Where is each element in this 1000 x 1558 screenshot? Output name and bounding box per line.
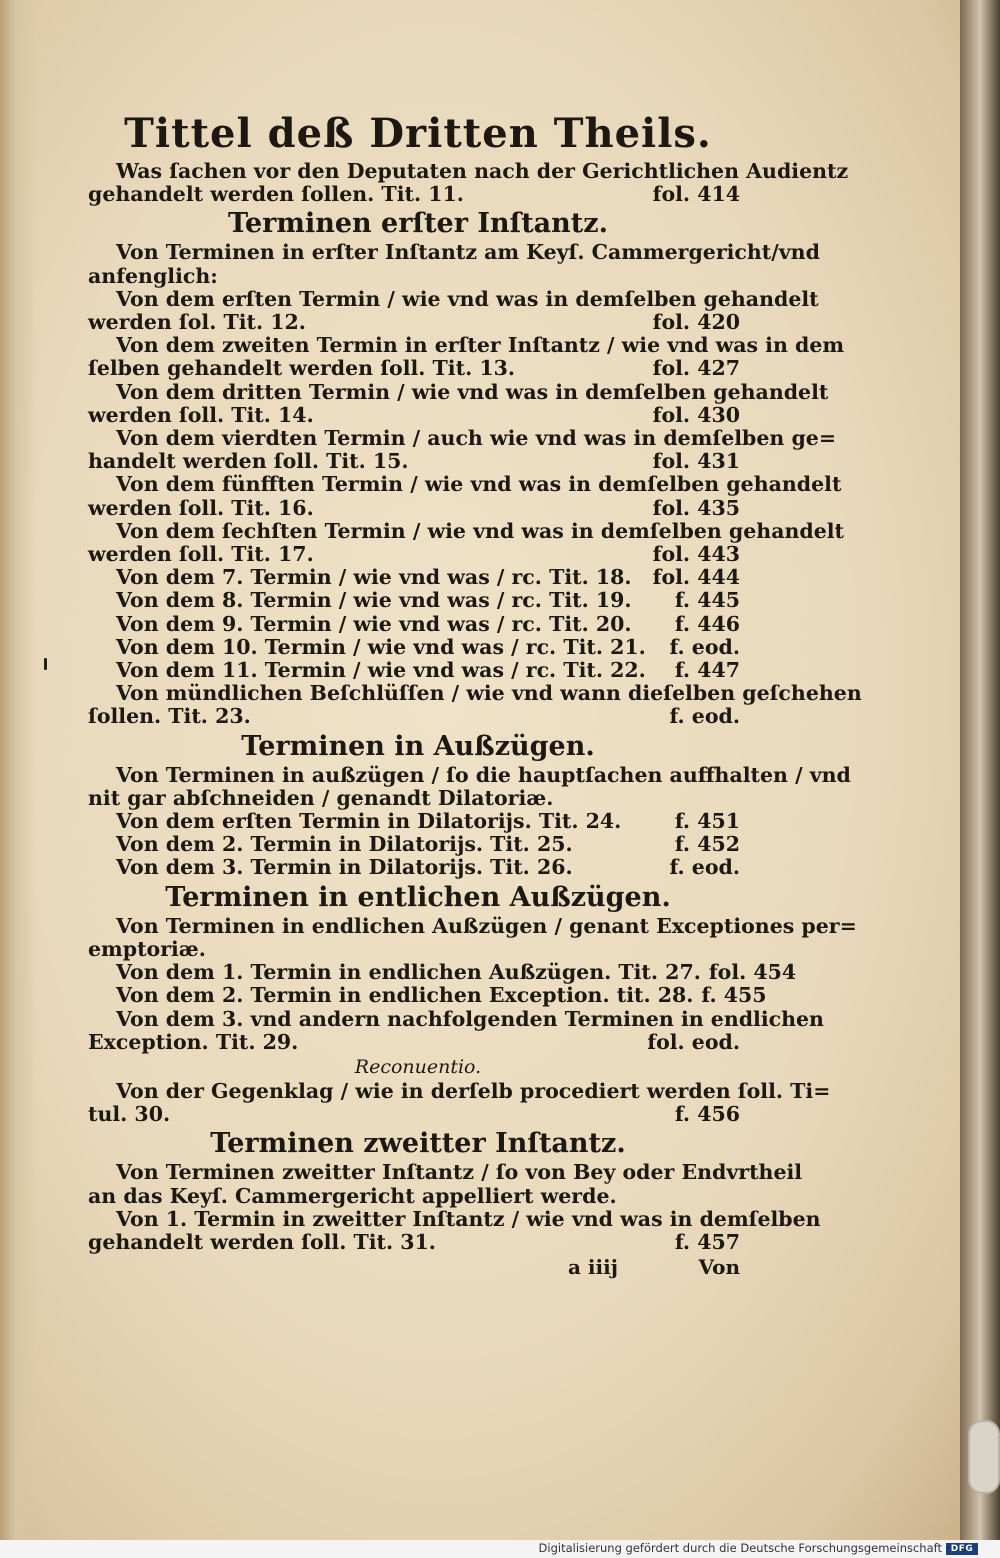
entry-text: anfenglich: (88, 263, 218, 288)
toc-entry (88, 856, 740, 879)
toc-entry (88, 566, 740, 589)
entry-line (88, 938, 740, 961)
toc-entry (88, 1006, 824, 1054)
page-gutter (0, 0, 38, 1540)
entry-line (88, 681, 862, 706)
toc-entry (88, 659, 740, 682)
toc-entry (88, 472, 842, 520)
entry-text: Von dem 7. Termin / wie vnd was / rc. Tit. 18. (116, 565, 632, 590)
folio-reference: f. 451 (674, 809, 740, 834)
toc-entry (88, 240, 820, 288)
entry-line (88, 265, 740, 288)
entry-line (88, 1103, 740, 1126)
entry-text: Von mündlichen Beſchlüſſen / wie vnd wann dieſelben geſchehen (116, 681, 862, 706)
toc-entry (88, 913, 857, 961)
entry-line (88, 240, 820, 265)
dfg-logo: DFG (946, 1543, 978, 1555)
entry-text: werden ſoll. Tit. 16. (88, 495, 314, 520)
entry-text: werden ſoll. Tit. 14. (88, 402, 314, 427)
entry-text: Von dem ſechſten Termin / wie vnd was in demſelben gehandelt (116, 518, 845, 543)
entry-text: Von dem fünfften Termin / wie vnd was in demſelben gehandelt (116, 472, 842, 497)
entry-line (88, 472, 842, 497)
toc-entry (88, 518, 845, 567)
entry-line (88, 311, 740, 334)
entry-line (88, 1078, 831, 1103)
toc-entry (88, 681, 862, 729)
entry-line (88, 159, 849, 183)
entry-line (88, 705, 740, 728)
folio-reference: f. eod. (669, 704, 740, 729)
entry-line (88, 518, 845, 543)
section-heading: Terminen in Außzügen. (241, 730, 595, 762)
entry-text: ſollen. Tit. 23. (88, 704, 251, 729)
entry-line (88, 404, 740, 427)
entry-text: tul. 30. (88, 1102, 171, 1127)
clip-tab (968, 1420, 1000, 1494)
entry-text: werden ſoll. Tit. 17. (88, 542, 314, 567)
margin-mark (44, 658, 47, 670)
entry-line (88, 787, 740, 810)
entry-text: Von dem zweiten Termin in erſter Inſtantz / wie vnd was in dem (116, 333, 845, 358)
entry-line (88, 659, 740, 682)
catchword: Von (698, 1255, 740, 1280)
section-heading: Terminen in entlichen Außzügen. (165, 881, 671, 913)
entry-text: Von dem erſten Termin in Dilatorijs. Tit. 24. (116, 809, 622, 834)
folio-reference: fol. eod. (647, 1029, 740, 1054)
toc-entry (88, 960, 797, 985)
folio-reference: fol. 427 (652, 356, 740, 381)
toc-entry (88, 426, 837, 474)
toc-entry (88, 983, 767, 1008)
entry-line (88, 1006, 824, 1031)
entry-text: handelt werden ſoll. Tit. 15. (88, 449, 409, 474)
folio-reference: fol. 435 (652, 495, 740, 520)
entry-text: Von dem 2. Termin in endlichen Exception. tit. 28. (116, 983, 694, 1008)
entry-line (88, 983, 767, 1008)
folio-reference: f. 456 (674, 1102, 740, 1127)
entry-line (88, 810, 740, 833)
entry-text: werden ſol. Tit. 12. (88, 310, 306, 335)
entry-text: Von dem 3. vnd andern nachfolgenden Terminen in endlichen (116, 1006, 824, 1031)
folio-reference: f. 446 (674, 611, 740, 636)
folio-reference: fol. 444 (652, 565, 740, 590)
folio-reference: f. eod. (669, 855, 740, 880)
funding-credit: Digitalisierung gefördert durch die Deutsche Forschungsgemeinschaft (538, 1541, 942, 1555)
entry-text: Von dem 1. Termin in endlichen Außzügen. Tit. 27. (116, 960, 701, 985)
entry-line (88, 450, 740, 473)
entry-line (88, 1206, 821, 1231)
section-heading: Terminen zweitter Inſtantz. (210, 1128, 626, 1160)
entry-line (88, 1031, 740, 1054)
folio-reference: f. 457 (674, 1229, 740, 1254)
entry-line (88, 566, 740, 589)
folio-reference: fol. 430 (652, 402, 740, 427)
entry-line (88, 286, 819, 311)
entry-line (88, 543, 740, 566)
entry-text: Exception. Tit. 29. (88, 1029, 299, 1054)
entry-text: Von dem 9. Termin / wie vnd was / rc. Tit. 20. (116, 611, 632, 636)
folio-reference: fol. 414 (652, 182, 740, 207)
entry-text: Von der Gegenklag / wie in derſelb procediert werden ſoll. Ti= (116, 1078, 831, 1103)
folio-reference: f. 445 (674, 588, 740, 613)
entry-line (88, 1160, 803, 1185)
entry-text: Von 1. Termin in zweitter Inſtantz / wie vnd was in demſelben (116, 1206, 821, 1231)
entry-line (88, 856, 740, 879)
toc-entry (88, 379, 829, 427)
entry-text: Von dem 8. Termin / wie vnd was / rc. Tit. 19. (116, 588, 632, 613)
entry-line (88, 589, 740, 612)
entry-line (88, 1185, 740, 1208)
entry-text: Von Terminen in erſter Inſtantz am Keyſ. Cammergericht/vnd (116, 240, 820, 265)
section-heading: Terminen erſter Inſtantz. (227, 208, 609, 240)
toc-entry (88, 762, 851, 810)
entry-line (88, 613, 740, 636)
entry-text: Von dem dritten Termin / wie vnd was in demſelben gehandelt (116, 379, 829, 404)
toc-entry (88, 636, 740, 659)
page-footer (88, 1254, 740, 1280)
entry-line (88, 960, 797, 985)
entry-text: Von Terminen in endlichen Außzügen / genant Exceptiones per= (116, 913, 857, 938)
entry-text: Von dem erſten Termin / wie vnd was in demſelben gehandelt (116, 286, 819, 311)
toc-entry (88, 1206, 821, 1254)
entry-line (88, 183, 740, 206)
table-of-contents (88, 108, 862, 1280)
signature-mark: a iiij (568, 1255, 618, 1280)
entry-text: an das Keyſ. Cammergericht appelliert werde. (88, 1183, 617, 1208)
folio-reference: f. 452 (674, 832, 740, 857)
entry-text: Von dem 3. Termin in Dilatorijs. Tit. 26. (116, 855, 573, 880)
entry-line (88, 333, 845, 358)
entry-line (88, 357, 740, 380)
entry-text: Von dem 2. Termin in Dilatorijs. Tit. 25. (116, 832, 573, 857)
entry-line (88, 379, 829, 404)
entry-text: Von dem vierdten Termin / auch wie vnd was in demſelben ge= (116, 426, 837, 451)
toc-entry (88, 1160, 803, 1208)
entry-text: ſelben gehandelt werden ſoll. Tit. 13. (88, 356, 516, 381)
entry-text: gehandelt werden ſollen. Tit. 11. (88, 182, 464, 207)
toc-entry (88, 1078, 831, 1127)
entry-line (88, 426, 837, 451)
folio-reference: f. 447 (674, 658, 740, 683)
entry-text: nit gar abſchneiden / genandt Dilatoriæ. (88, 785, 554, 810)
entry-line (88, 833, 740, 856)
toc-entry (88, 810, 740, 833)
page-title: Tittel deß Dritten Theils. (124, 110, 712, 157)
folio-reference: fol. 420 (652, 310, 740, 335)
entry-text: Von Terminen in außzügen / ſo die hauptſachen auffhalten / vnd (116, 762, 851, 787)
toc-entries (88, 159, 862, 1254)
section-heading: Reconuentio. (354, 1055, 482, 1078)
toc-entry (88, 613, 740, 636)
entry-line (88, 913, 857, 938)
book-fore-edge (960, 0, 1000, 1540)
folio-reference: fol. 443 (652, 542, 740, 567)
entry-line (88, 1231, 740, 1254)
toc-entry (88, 833, 740, 856)
entry-text: Von dem 10. Termin / wie vnd was / rc. Tit. 21. (116, 634, 646, 659)
entry-line (88, 762, 851, 787)
toc-entry (88, 159, 849, 207)
toc-entry (88, 333, 845, 381)
folio-reference: f. eod. (669, 634, 740, 659)
entry-text: Von Terminen zweitter Inſtantz / ſo von Bey oder Endvrtheil (116, 1160, 803, 1185)
entry-text: Von dem 11. Termin / wie vnd was / rc. Tit. 22. (116, 658, 646, 683)
folio-reference: fol. 431 (652, 449, 740, 474)
toc-entry (88, 286, 819, 335)
entry-line (88, 497, 740, 520)
entry-text: gehandelt werden ſoll. Tit. 31. (88, 1229, 436, 1254)
folio-reference: f. 455 (701, 983, 767, 1008)
entry-line (88, 636, 740, 659)
entry-text: emptoriæ. (88, 936, 206, 961)
toc-entry (88, 589, 740, 612)
folio-reference: fol. 454 (708, 960, 797, 985)
entry-text: Was ſachen vor den Deputaten nach der Gerichtlichen Audientz (116, 159, 849, 183)
